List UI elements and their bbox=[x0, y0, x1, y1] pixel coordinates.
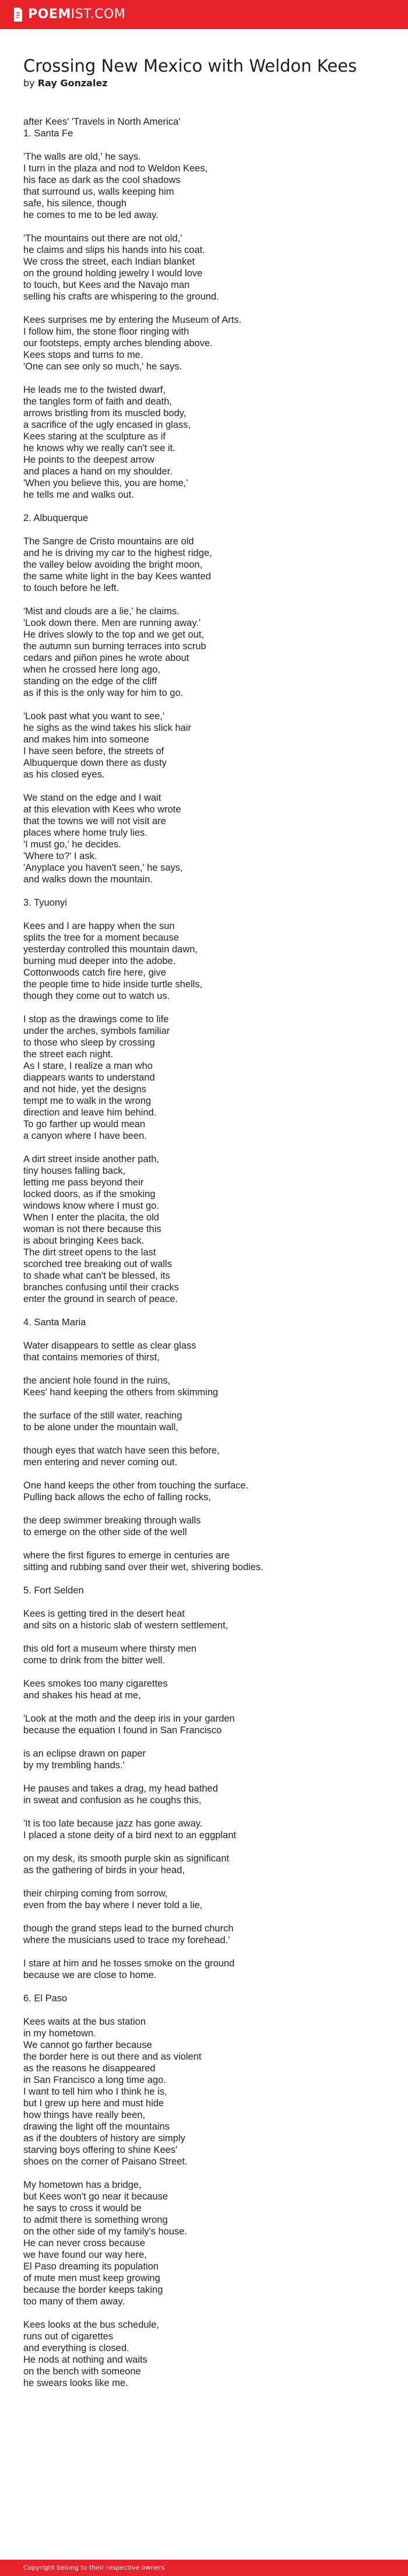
logo-text-bold: POEM bbox=[28, 7, 71, 22]
poem-line: tiny houses falling back, bbox=[23, 1166, 126, 1176]
poem-line: his face as dark as the cool shadows bbox=[23, 175, 181, 185]
poem-line: on the ground holding jewelry I would love bbox=[23, 268, 203, 279]
poem-line: He nods at nothing and waits bbox=[23, 2355, 147, 2365]
poem-line: I have seen before, the streets of bbox=[23, 746, 164, 756]
poem-line: 'When you believe this, you are home,' bbox=[23, 478, 188, 488]
poem-stanza bbox=[23, 1585, 385, 1596]
poem-stanza bbox=[23, 1153, 385, 1305]
poem-stanza bbox=[23, 1445, 385, 1468]
poem-line: he says to cross it would be bbox=[23, 2203, 142, 2213]
poem-line: but Kees won't go near it because bbox=[23, 2191, 168, 2202]
poem-line: We stand on the edge and I wait bbox=[23, 793, 161, 803]
poem-line: of mute men must keep growing bbox=[23, 2273, 160, 2283]
poem-line: scorched tree breaking out of walls bbox=[23, 1259, 172, 1269]
poem-line: as the reasons he disappeared bbox=[23, 2063, 156, 2074]
poem-line: splits the tree for a moment because bbox=[23, 932, 179, 943]
poem-line: 5. Fort Selden bbox=[23, 1585, 84, 1596]
poem-line: but I grew up here and must hide bbox=[23, 2098, 164, 2109]
poem-line: to shade what can't be blessed, its bbox=[23, 1271, 170, 1281]
poem-line: 1. Santa Fe bbox=[23, 128, 73, 139]
poem-stanza bbox=[23, 1818, 385, 1841]
poem-line: at this elevation with Kees who wrote bbox=[23, 804, 181, 815]
poem-line: and walks down the mountain. bbox=[23, 874, 153, 885]
poem-line: Kees looks at the bus schedule, bbox=[23, 2320, 159, 2330]
poem-line: on my desk, its smooth purple skin as significant bbox=[23, 1853, 230, 1864]
poem-line: direction and leave him behind. bbox=[23, 1107, 157, 1118]
poem-line: on the other side of my family's house. bbox=[23, 2226, 188, 2237]
poem-line: a sacrifice of the ugly encased in glass, bbox=[23, 420, 191, 430]
poem-line: he knows why we really can't see it. bbox=[23, 443, 175, 453]
poem-stanza bbox=[23, 1923, 385, 1946]
poem-stanza bbox=[23, 1317, 385, 1328]
poem-stanza bbox=[23, 920, 385, 1002]
poem-line: diappears wants to understand bbox=[23, 1072, 155, 1083]
poem-line: as the gathering of birds in your head, bbox=[23, 1865, 185, 1875]
poem-line: the tangles form of faith and death, bbox=[23, 396, 173, 407]
poem-line: in San Francisco a long time ago. bbox=[23, 2075, 166, 2085]
poem-line: he swears looks like me. bbox=[23, 2378, 128, 2388]
poem-line: Albuquerque down there as dusty bbox=[23, 758, 167, 768]
poem-line: the street each night. bbox=[23, 1049, 114, 1060]
poem-line: 'Look past what you want to see,' bbox=[23, 711, 165, 722]
poem-line: He leads me to the twisted dwarf, bbox=[23, 385, 166, 395]
poem-stanza bbox=[23, 1480, 385, 1503]
poem-line: enter the ground in search of peace. bbox=[23, 1294, 178, 1304]
poem-line: when he crossed here long ago, bbox=[23, 664, 160, 675]
poem-stanza bbox=[23, 1013, 385, 1142]
poem-line: We cannot go farther because bbox=[23, 2040, 152, 2050]
poem-line: The dirt street opens to the last bbox=[23, 1247, 156, 1258]
poem-line: how things have really been, bbox=[23, 2110, 146, 2120]
poem-stanza bbox=[23, 1643, 385, 1666]
site-logo-link[interactable] bbox=[12, 6, 125, 23]
poem-line: come to drink from the bitter well. bbox=[23, 1655, 166, 1666]
poem-line: though they come out to watch us. bbox=[23, 991, 170, 1001]
poem-stanza bbox=[23, 1888, 385, 1911]
author-link[interactable]: Ray Gonzalez bbox=[37, 78, 108, 89]
poem-line: runs out of cigarettes bbox=[23, 2331, 114, 2342]
poem-stanza bbox=[23, 2319, 385, 2389]
poem-stanza bbox=[23, 1515, 385, 1538]
poem-stanza bbox=[23, 116, 385, 139]
poem-line: letting me pass beyond their bbox=[23, 1177, 144, 1188]
poem-line: Kees smokes too many cigarettes bbox=[23, 1678, 168, 1689]
poem-line: the valley below avoiding the bright moon, bbox=[23, 559, 203, 570]
poem-stanza bbox=[23, 384, 385, 501]
poem-line: burning mud deeper into the adobe. bbox=[23, 956, 176, 966]
poem-line: Kees' hand keeping the others from skimming bbox=[23, 1387, 219, 1398]
poem-line: El Paso dreaming its population bbox=[23, 2261, 159, 2272]
poem-line: The Sangre de Cristo mountains are old bbox=[23, 536, 194, 547]
poem-line: branches confusing until their cracks bbox=[23, 1282, 179, 1293]
poem-line: 'It is too late because jazz has gone away. bbox=[23, 1818, 203, 1829]
poem-line: I want to tell him who I think he is, bbox=[23, 2086, 167, 2097]
poem-stanza bbox=[23, 1410, 385, 1433]
poem-line: this old fort a museum where thirsty men bbox=[23, 1644, 197, 1654]
copyright-notice: Copyright belong to their respective owners bbox=[23, 2564, 165, 2571]
poem-stanza bbox=[23, 314, 385, 372]
poem-line: He points to the deepest arrow bbox=[23, 455, 154, 465]
poem-line: 'I must go,' he decides. bbox=[23, 839, 121, 850]
poem-line: safe, his silence, though bbox=[23, 198, 127, 209]
poem-line: even from the bay where I never told a lie, bbox=[23, 1900, 203, 1910]
poem-line: the ancient hole found in the ruins, bbox=[23, 1375, 171, 1386]
poem-title: Crossing New Mexico with Weldon Kees bbox=[23, 56, 357, 76]
poem-line: 'Where to?' I ask. bbox=[23, 851, 97, 861]
poem-line: shoes on the corner of Paisano Street. bbox=[23, 2156, 188, 2167]
poem-line: by my trembling hands.' bbox=[23, 1760, 125, 1771]
poem-line: We cross the street, each Indian blanket bbox=[23, 256, 195, 267]
poem-line: though the grand steps lead to the burned church bbox=[23, 1923, 234, 1934]
poem-line: we have found our way here, bbox=[23, 2250, 147, 2260]
poem-line: Cottonwoods catch fire here, give bbox=[23, 967, 166, 978]
poem-line: tempt me to walk in the wrong bbox=[23, 1096, 152, 1106]
poem-stanza bbox=[23, 897, 385, 909]
poem-line: and he is driving my car to the highest ridge, bbox=[23, 548, 212, 558]
poem-line: the autumn sun burning terraces into scrub bbox=[23, 641, 206, 652]
poem-line: that contains memories of thirst, bbox=[23, 1352, 160, 1363]
poem-line: I stop as the drawings come to life bbox=[23, 1014, 169, 1025]
poem-line: the deep swimmer breaking through walls bbox=[23, 1515, 201, 1526]
poem-stanza bbox=[23, 1340, 385, 1363]
poem-line: windows know where I must go. bbox=[23, 1201, 159, 1211]
poem-line: too many of them away. bbox=[23, 2296, 125, 2307]
poem-line: 2. Albuquerque bbox=[23, 513, 89, 523]
poem-line: is an eclipse drawn on paper bbox=[23, 1748, 146, 1759]
poem-stanza bbox=[23, 536, 385, 594]
poem-stanza bbox=[23, 1748, 385, 1771]
poem-line: their chirping coming from sorrow, bbox=[23, 1888, 168, 1899]
poem-line: When I enter the placita, the old bbox=[23, 1212, 159, 1223]
poem-line: as if this is the only way for him to go. bbox=[23, 688, 184, 698]
poem-line: yesterday controlled this mountain dawn, bbox=[23, 944, 198, 955]
poem-line: sitting and rubbing sand over their wet, shivering bodies. bbox=[23, 1562, 263, 1572]
poem-line: because we are close to home. bbox=[23, 1970, 157, 1980]
byline-label: by bbox=[23, 78, 35, 89]
poem-stanza bbox=[23, 1375, 385, 1398]
poem-stanza bbox=[23, 1853, 385, 1876]
poem-line: places where home truly lies. bbox=[23, 828, 147, 838]
poem-line: as his closed eyes. bbox=[23, 769, 105, 780]
poem-line: and places a hand on my shoulder. bbox=[23, 466, 173, 477]
poem-line: 3. Tyuonyi bbox=[23, 898, 67, 908]
poem-line: My hometown has a bridge, bbox=[23, 2180, 142, 2190]
poem-line: the surface of the still water, reaching bbox=[23, 1410, 182, 1421]
poem-line: to touch, but Kees and the Navajo man bbox=[23, 280, 190, 290]
poem-line: he claims and slips his hands into his coat. bbox=[23, 245, 205, 255]
poem-line: that the towns we will not visit are bbox=[23, 816, 166, 826]
site-logo-text bbox=[28, 6, 125, 23]
poem-line: I placed a stone deity of a bird next to an eggplant bbox=[23, 1830, 237, 1840]
poem-line: 'Anyplace you haven't seen,' he says, bbox=[23, 863, 183, 873]
poem-line: the border here is out there and as violent bbox=[23, 2051, 202, 2062]
poem-line: the people time to hide inside turtle shells, bbox=[23, 979, 203, 990]
poem-stanza bbox=[23, 512, 385, 524]
poem-line: locked doors, as if the smoking bbox=[23, 1189, 156, 1199]
poem-line: He pauses and takes a drag, my head bathed bbox=[23, 1783, 218, 1794]
logo-text-regular: IST.COM bbox=[71, 7, 126, 22]
poem-line: to emerge on the other side of the well bbox=[23, 1527, 187, 1537]
poem-line: Kees is getting tired in the desert heat bbox=[23, 1609, 185, 1619]
poem-line: One hand keeps the other from touching the surface. bbox=[23, 1480, 249, 1491]
poem-line: men entering and never coming out. bbox=[23, 1457, 178, 1468]
byline bbox=[23, 78, 385, 89]
poem-line: A dirt street inside another path, bbox=[23, 1154, 159, 1164]
poem-line: on the bench with someone bbox=[23, 2366, 141, 2377]
poem-line: He can never cross because bbox=[23, 2238, 146, 2248]
site-header bbox=[0, 0, 408, 29]
poem-stanza bbox=[23, 1958, 385, 1981]
poem-line: is about bringing Kees back. bbox=[23, 1236, 145, 1246]
poem-line: woman is not there because this bbox=[23, 1224, 161, 1234]
poem-line: because the border keeps taking bbox=[23, 2285, 163, 2295]
site-footer bbox=[0, 2560, 408, 2576]
poem-stanza bbox=[23, 1550, 385, 1573]
poem-stanza bbox=[23, 1608, 385, 1631]
poem-container bbox=[23, 55, 385, 2401]
poem-line: Pulling back allows the echo of falling rocks, bbox=[23, 1492, 211, 1502]
poemist-logo-icon bbox=[12, 6, 23, 23]
poem-line: 'Mist and clouds are a lie,' he claims. bbox=[23, 606, 180, 617]
poem-line: a canyon where I have been. bbox=[23, 1131, 147, 1141]
poem-line: where the first figures to emerge in centuries are bbox=[23, 1550, 230, 1561]
poem-line: he comes to me to be led away. bbox=[23, 210, 159, 220]
poem-line: because the equation I found in San Francisco bbox=[23, 1725, 222, 1736]
poem-line: arrows bristling from its muscled body, bbox=[23, 408, 187, 418]
poem-line: to admit there is something wrong bbox=[23, 2215, 168, 2225]
poem-line: I follow him, the stone floor ringing with bbox=[23, 326, 189, 337]
poem-line: 'Look down there. Men are running away.' bbox=[23, 618, 201, 628]
poem-stanza bbox=[23, 1713, 385, 1736]
poem-stanza bbox=[23, 710, 385, 780]
poem-line: selling his crafts are whispering to the ground. bbox=[23, 291, 219, 302]
poem-stanza bbox=[23, 151, 385, 221]
poem-line: Kees waits at the bus station bbox=[23, 2017, 146, 2027]
poem-stanza bbox=[23, 1783, 385, 1806]
poem-stanza bbox=[23, 233, 385, 302]
poem-line: 'The mountains out there are not old,' bbox=[23, 233, 182, 244]
poem-line: and sits on a historic slab of western settlement, bbox=[23, 1620, 228, 1631]
poem-stanza bbox=[23, 792, 385, 885]
poem-line: He drives slowly to the top and we get out, bbox=[23, 629, 205, 640]
poem-line: Kees staring at the sculpture as if bbox=[23, 431, 166, 442]
poem-line: To go farther up would mean bbox=[23, 1119, 146, 1129]
poem-line: Kees stops and turns to me. bbox=[23, 350, 143, 360]
poem-stanza bbox=[23, 1678, 385, 1701]
poem-line: standing on the edge of the cliff bbox=[23, 676, 157, 687]
poem-line: to be alone under the mountain wall, bbox=[23, 1422, 179, 1433]
poem-line: Kees and I are happy when the sun bbox=[23, 921, 175, 931]
poem-line: Kees surprises me by entering the Museum of Arts. bbox=[23, 315, 242, 325]
poem-line: 'One can see only so much,' he says. bbox=[23, 361, 182, 372]
poem-line: under the arches, symbols familiar bbox=[23, 1026, 170, 1036]
poem-line: 4. Santa Maria bbox=[23, 1317, 86, 1328]
poem-line: 'The walls are old,' he says. bbox=[23, 152, 141, 162]
poem-line: as if the doubters of history are simply bbox=[23, 2133, 185, 2144]
poem-line: he tells me and walks out. bbox=[23, 490, 134, 500]
poem-line: Water disappears to settle as clear glass bbox=[23, 1340, 196, 1351]
poem-line: and not hide, yet the designs bbox=[23, 1084, 146, 1095]
poem-line: in sweat and confusion as he coughs this, bbox=[23, 1795, 202, 1806]
poem-line: after Kees' 'Travels in North America' bbox=[23, 117, 181, 127]
poem-stanza bbox=[23, 1993, 385, 2004]
poem-stanza bbox=[23, 2016, 385, 2167]
poem-body bbox=[23, 116, 385, 2389]
poem-line: and makes him into someone bbox=[23, 734, 149, 745]
poem-line: to touch before he left. bbox=[23, 583, 119, 593]
poem-line: where the musicians used to trace my forehead.' bbox=[23, 1935, 230, 1945]
poem-stanza bbox=[23, 2179, 385, 2307]
poem-line: that surround us, walls keeping him bbox=[23, 186, 174, 197]
poem-line: and everything is closed. bbox=[23, 2343, 129, 2353]
poem-line: cedars and piñon pines he wrote about bbox=[23, 653, 189, 663]
poem-line: though eyes that watch have seen this before, bbox=[23, 1445, 220, 1456]
poem-line: the same white light in the bay Kees wanted bbox=[23, 571, 211, 582]
poem-line: drawing the light off the mountains bbox=[23, 2121, 170, 2132]
poem-line: he sighs as the wind takes his slick hair bbox=[23, 723, 191, 733]
poem-line: 6. El Paso bbox=[23, 1993, 68, 2004]
poem-line: in my hometown. bbox=[23, 2028, 96, 2039]
poem-line: 'Look at the moth and the deep iris in your garden bbox=[23, 1713, 235, 1724]
poem-line: to those who sleep by crossing bbox=[23, 1037, 155, 1048]
poem-line: our footsteps, empty arches blending above. bbox=[23, 338, 213, 349]
poem-line: starving boys offering to shine Kees' bbox=[23, 2145, 178, 2155]
poem-line: I turn in the plaza and nod to Weldon Kees, bbox=[23, 163, 208, 174]
poem-line: As I stare, I realize a man who bbox=[23, 1061, 153, 1071]
poem-stanza bbox=[23, 606, 385, 699]
poem-line: and shakes his head at me, bbox=[23, 1690, 141, 1701]
poem-line: I stare at him and he tosses smoke on the ground bbox=[23, 1958, 235, 1969]
